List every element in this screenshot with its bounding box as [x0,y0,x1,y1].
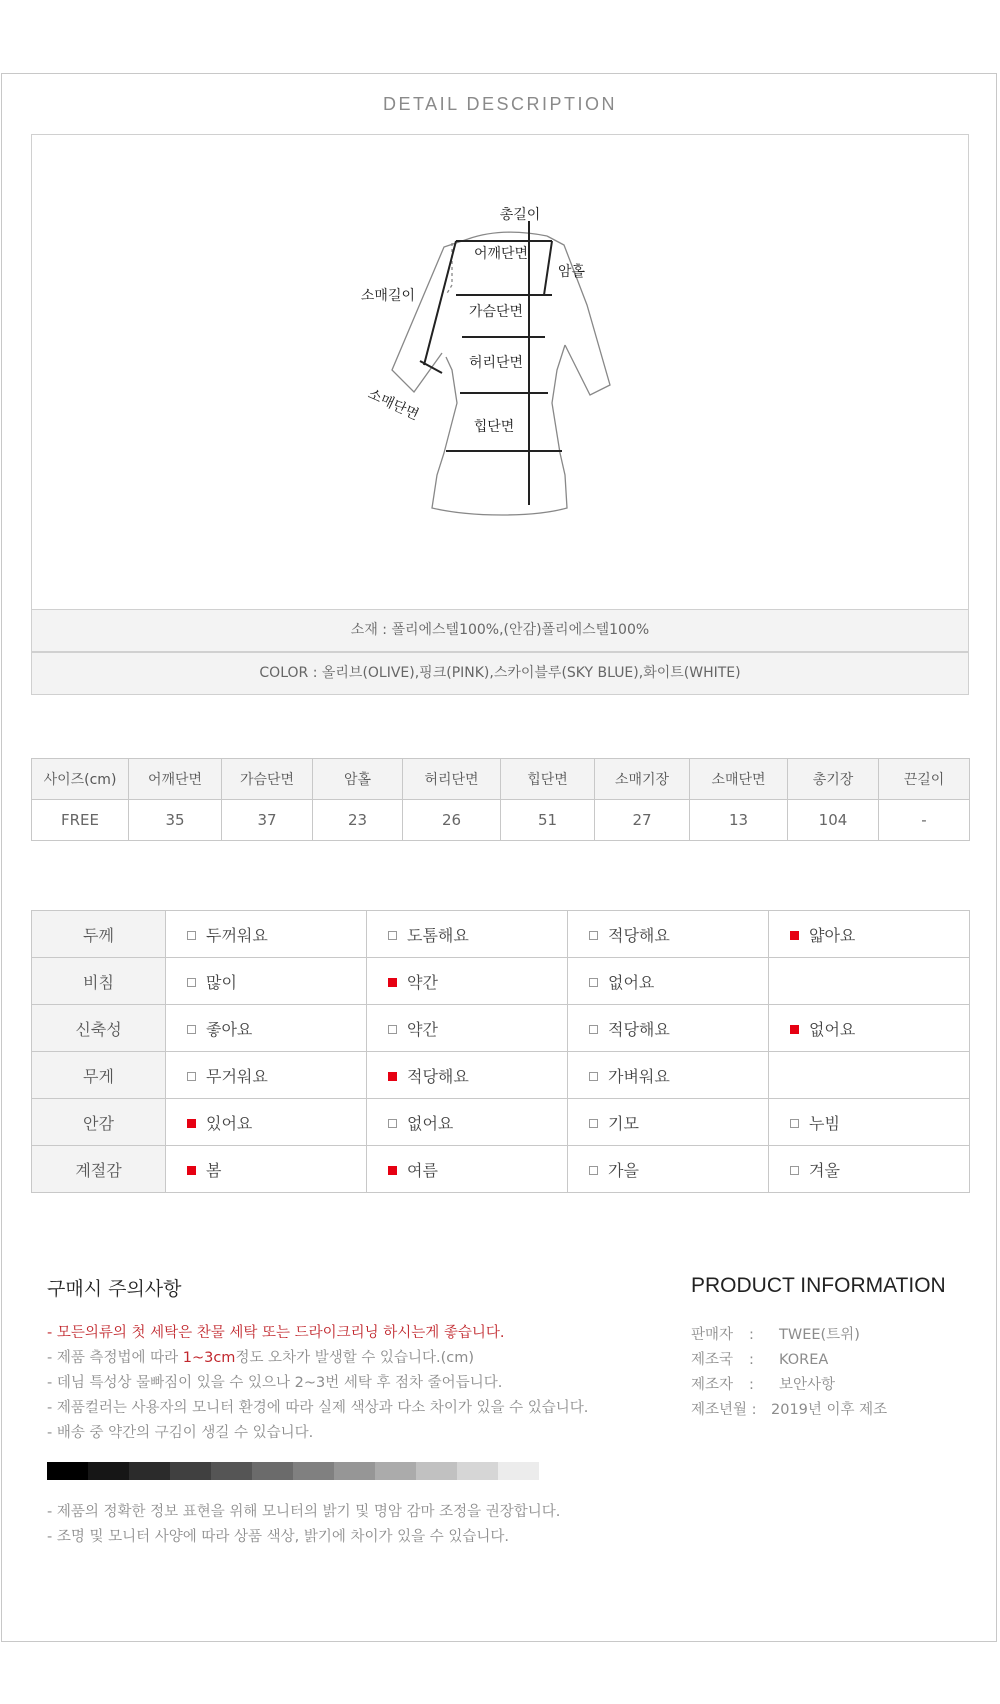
grayscale-swatch [293,1462,334,1480]
size-table [31,758,970,841]
attribute-option-label: 없어요 [809,1019,856,1039]
monitor-calibration-grayscale [47,1462,539,1480]
grayscale-swatch [47,1462,88,1480]
detail-description-title: DETAIL DESCRIPTION [382,94,618,114]
armhole-line [544,241,552,295]
note-line: - 조명 및 모니터 사양에 따라 상품 색상, 밝기에 차이가 있을 수 있습니다. [47,1529,509,1545]
unchecked-box-icon [187,978,196,987]
note-text: - 제품 측정법에 따라 [47,1350,183,1366]
size-header-cell: 소매기장 [595,759,690,800]
unchecked-box-icon [790,1166,799,1175]
purchase-notes [47,1321,588,1446]
attribute-option-cell [367,1005,568,1052]
size-value-cell: 104 [788,800,879,841]
grayscale-swatch [252,1462,293,1480]
label-sleeve-width: 소매단면 [365,386,422,424]
product-info-key: 제조자 [691,1377,734,1393]
checked-box-icon [388,978,397,987]
unchecked-box-icon [589,1166,598,1175]
attribute-option-cell [367,911,568,958]
attribute-option-cell [568,911,769,958]
product-info-value: 보안사항 [779,1377,836,1393]
attribute-option-cell [166,958,367,1005]
product-info-value: KOREA [779,1352,829,1368]
size-header-cell: 힙단면 [501,759,595,800]
product-info-key: 판매자 [691,1327,734,1343]
attribute-option-cell [769,958,970,1005]
attribute-label: 신축성 [32,1005,166,1052]
unchecked-box-icon [790,1119,799,1128]
note-line: - 제품의 정확한 정보 표현을 위해 모니터의 밝기 및 명암 감마 조정을 권장합니다. [47,1504,561,1520]
attribute-option-label: 적당해요 [407,1066,469,1086]
attribute-option-cell [568,958,769,1005]
unchecked-box-icon [388,1025,397,1034]
label-shoulder: 어깨단면 [473,246,529,262]
attribute-option-label: 많이 [206,972,237,992]
note-line: - 제품컬러는 사용자의 모니터 환경에 따라 실제 색상과 다소 차이가 있을 수 있습니다. [47,1400,589,1416]
note-line [47,1346,588,1371]
product-info-colon: : [749,1327,754,1343]
fabric-attribute-table [31,910,970,1193]
attribute-label: 계절감 [32,1146,166,1193]
attribute-option-cell [367,1146,568,1193]
attribute-option-cell [769,1146,970,1193]
grayscale-swatch [170,1462,211,1480]
checked-box-icon [790,1025,799,1034]
note-text: 정도 오차가 발생할 수 있습니다.(cm) [235,1350,474,1366]
unchecked-box-icon [388,1119,397,1128]
product-info-colon: : [749,1352,754,1368]
attribute-option-cell [568,1146,769,1193]
grayscale-swatch [334,1462,375,1480]
label-armhole: 암홀 [558,264,586,280]
attribute-option-cell [166,1146,367,1193]
attribute-option-label: 누빔 [809,1113,840,1133]
grayscale-swatch [211,1462,252,1480]
unchecked-box-icon [589,931,598,940]
checked-box-icon [187,1166,196,1175]
attribute-label: 안감 [32,1099,166,1146]
unchecked-box-icon [589,1119,598,1128]
checked-box-icon [790,931,799,940]
size-value-cell: - [879,800,970,841]
unchecked-box-icon [187,1072,196,1081]
attribute-label: 무게 [32,1052,166,1099]
attribute-option-label: 가벼워요 [608,1066,670,1086]
attribute-option-cell [166,1005,367,1052]
monitor-notes [47,1500,560,1550]
purchase-notes-title: 구매시 주의사항 [47,1278,182,1300]
label-hip: 힙단면 [473,419,515,435]
attribute-row [32,958,970,1005]
garment-diagram-box [31,134,969,610]
unchecked-box-icon [589,1025,598,1034]
note-highlight: 1~3cm [182,1350,236,1366]
size-header-cell: 가슴단면 [222,759,313,800]
attribute-option-cell [568,1052,769,1099]
product-info-value: TWEE(트위) [779,1327,860,1343]
attribute-option-label: 여름 [407,1160,438,1180]
attribute-option-cell [166,911,367,958]
attribute-option-label: 두꺼워요 [206,925,268,945]
size-header-cell: 총기장 [788,759,879,800]
product-info-row [691,1323,887,1348]
product-information-list [691,1323,887,1423]
attribute-option-cell [769,1052,970,1099]
attribute-option-cell [769,1005,970,1052]
sleeve-length-line [424,241,456,365]
sleeve-width-line [420,361,442,373]
grayscale-swatch [498,1462,539,1480]
attribute-option-label: 기모 [608,1113,639,1133]
grayscale-swatch [457,1462,498,1480]
unchecked-box-icon [187,931,196,940]
attribute-label: 비침 [32,958,166,1005]
grayscale-swatch [88,1462,129,1480]
product-info-row [691,1373,887,1398]
size-value-cell: 37 [222,800,313,841]
size-value-cell: FREE [32,800,129,841]
size-table-header-row [32,759,970,800]
grayscale-swatch [129,1462,170,1480]
note-line: - 배송 중 약간의 구김이 생길 수 있습니다. [47,1425,314,1441]
product-info-key: 제조국 [691,1352,734,1368]
attribute-option-label: 없어요 [407,1113,454,1133]
attribute-option-cell [568,1005,769,1052]
label-sleeve-length: 소매길이 [360,288,415,304]
note-line: - 모든의류의 첫 세탁은 찬물 세탁 또는 드라이크리닝 하시는게 좋습니다. [47,1325,505,1341]
attribute-row [32,1146,970,1193]
attribute-option-cell [769,911,970,958]
size-header-cell: 소매단면 [690,759,788,800]
product-info-value: 2019년 이후 제조 [771,1402,888,1418]
product-info-key: 제조년월 : [691,1402,757,1418]
size-value-cell: 35 [129,800,222,841]
product-info-row [691,1348,887,1373]
attribute-option-cell [367,958,568,1005]
attribute-option-cell [769,1099,970,1146]
product-info-colon: : [749,1377,754,1393]
unchecked-box-icon [187,1025,196,1034]
attribute-row [32,1099,970,1146]
attribute-option-label: 적당해요 [608,1019,670,1039]
size-value-cell: 26 [403,800,501,841]
size-value-cell: 27 [595,800,690,841]
attribute-option-cell [166,1052,367,1099]
checked-box-icon [388,1166,397,1175]
material-row: 소재 : 폴리에스텔100%,(안감)폴리에스텔100% [31,609,969,652]
label-chest: 가슴단면 [468,304,524,320]
size-header-cell: 사이즈(cm) [32,759,129,800]
product-information-title: PRODUCT INFORMATION [691,1274,946,1297]
attribute-option-label: 없어요 [608,972,655,992]
size-header-cell: 암홀 [313,759,403,800]
note-line: - 데님 특성상 물빠짐이 있을 수 있으나 2~3번 세탁 후 점차 줄어듭니다. [47,1375,503,1391]
attribute-row [32,1052,970,1099]
attribute-option-label: 겨울 [809,1160,840,1180]
label-waist: 허리단면 [468,355,524,371]
attribute-row [32,911,970,958]
attribute-option-label: 무거워요 [206,1066,268,1086]
label-total-length: 총길이 [499,207,541,223]
size-header-cell: 어깨단면 [129,759,222,800]
attribute-option-cell [367,1099,568,1146]
checked-box-icon [187,1119,196,1128]
attribute-option-label: 가을 [608,1160,639,1180]
size-value-cell: 13 [690,800,788,841]
attribute-row [32,1005,970,1052]
attribute-option-label: 있어요 [206,1113,253,1133]
size-table-row [32,800,970,841]
attribute-option-label: 약간 [407,972,438,992]
attribute-option-label: 도톰해요 [407,925,469,945]
attribute-option-label: 약간 [407,1019,438,1039]
attribute-option-label: 좋아요 [206,1019,253,1039]
size-value-cell: 51 [501,800,595,841]
unchecked-box-icon [589,978,598,987]
size-header-cell: 끈길이 [879,759,970,800]
attribute-option-cell [166,1099,367,1146]
unchecked-box-icon [388,931,397,940]
attribute-option-label: 봄 [206,1160,222,1180]
attribute-option-cell [367,1052,568,1099]
unchecked-box-icon [589,1072,598,1081]
grayscale-swatch [375,1462,416,1480]
grayscale-swatch [416,1462,457,1480]
attribute-option-label: 얇아요 [809,925,856,945]
size-header-cell: 허리단면 [403,759,501,800]
size-value-cell: 23 [313,800,403,841]
attribute-option-cell [568,1099,769,1146]
attribute-option-label: 적당해요 [608,925,670,945]
product-info-row [691,1398,887,1423]
color-row: COLOR : 올리브(OLIVE),핑크(PINK),스카이블루(SKY BLUE),화이트(WHITE) [31,652,969,695]
checked-box-icon [388,1072,397,1081]
dress-measurement-diagram [32,135,968,609]
attribute-label: 두께 [32,911,166,958]
